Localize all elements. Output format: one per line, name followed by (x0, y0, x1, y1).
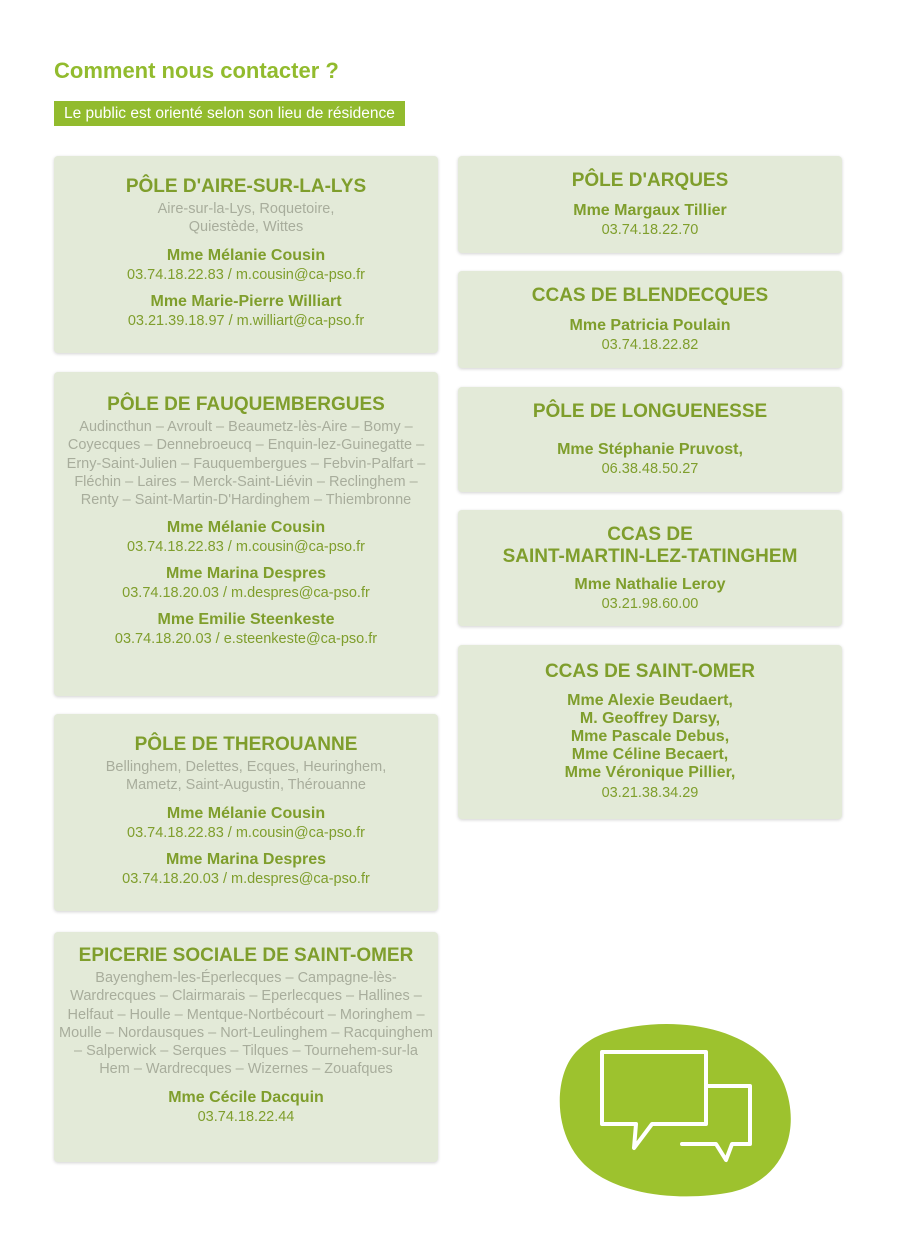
card-communes: Bayenghem-les-Éperlecques – Campagne-lès-Wardrecques – Clairmarais – Eperlecques – Hallines – Helfaut – Houlle – Mentque-Nortbécourt – Moringhem – Moulle – Nordausques – Nort-Leulinghem – Racquinghem – Salperwick – Serques – Tilques – Tournehem-sur-la Hem – Wardrecques – Wizernes – Zouafques (59, 970, 433, 1078)
contact-details: 03.74.18.22.83 / m.cousin@ca-pso.fr (127, 539, 365, 556)
contact-name: Mme Alexie Beudaert, (567, 692, 733, 709)
contact-name: Mme Patricia Poulain (569, 317, 731, 334)
contact-details: 03.74.18.20.03 / m.despres@ca-pso.fr (122, 870, 370, 887)
contact-block (62, 518, 430, 557)
card-communes: Aire-sur-la-Lys, Roquetoire, Quiestède, Wittes (157, 201, 335, 236)
card-pole-therouanne (54, 714, 438, 911)
card-pole-longuenesse (458, 387, 842, 492)
contact-name: Mme Marina Despres (165, 850, 327, 868)
contact-name: Mme Pascale Debus, (570, 728, 730, 745)
card-pole-arques (458, 156, 842, 253)
contact-name: Mme Nathalie Leroy (574, 576, 726, 593)
contact-block (62, 804, 430, 843)
contact-block (62, 610, 430, 649)
contact-name: Mme Cécile Dacquin (168, 1088, 324, 1106)
contact-details: 03.21.98.60.00 (601, 596, 699, 612)
contact-name: Mme Véronique Pillier, (564, 764, 736, 781)
contact-name: M. Geoffrey Darsy, (579, 710, 721, 727)
contact-block (58, 1088, 434, 1127)
contact-details: 03.74.18.22.83 / m.cousin@ca-pso.fr (127, 824, 365, 841)
card-title: CCAS DE BLENDECQUES (531, 285, 769, 306)
contact-details: 03.74.18.20.03 / m.despres@ca-pso.fr (122, 585, 370, 602)
contact-name: Mme Mélanie Cousin (166, 519, 326, 537)
contact-details: 03.21.39.18.97 / m.williart@ca-pso.fr (127, 312, 365, 329)
contact-block (466, 201, 834, 240)
contact-name: Mme Marie-Pierre Williart (150, 292, 342, 310)
contact-block (466, 575, 834, 614)
card-pole-fauquembergues (54, 372, 438, 696)
contact-name: Mme Margaux Tillier (573, 202, 727, 219)
card-communes: Audincthun – Avroult – Beaumetz-lès-Aire – Bomy – Coyecques – Dennebroeucq – Enquin-lez-Guinegatte – Erny-Saint-Julien – Fauquembergues – Febvin-Palfart – Fléchin – Laires – Merck-Saint-Liévin – Reclinghem – Renty – Saint-Martin-D'Hardinghem – Thiembronne (66, 419, 426, 509)
card-pole-aire-sur-la-lys (54, 156, 438, 353)
contact-details: 03.74.18.22.44 (197, 1108, 295, 1125)
card-title: CCAS DE SAINT-OMER (544, 661, 756, 682)
card-title-line-2: SAINT-MARTIN-LEZ-TATINGHEM (502, 546, 798, 567)
contact-names-list (466, 692, 834, 803)
contact-name: Mme Stéphanie Pruvost, (557, 441, 743, 458)
contact-block (62, 564, 430, 603)
page-subtitle-banner: Le public est orienté selon son lieu de résidence (54, 101, 405, 126)
contact-details: 03.74.18.22.70 (601, 222, 699, 238)
card-title: PÔLE D'ARQUES (571, 170, 729, 191)
card-title: PÔLE DE FAUQUEMBERGUES (107, 394, 385, 415)
card-ccas-saint-omer (458, 645, 842, 819)
card-epicerie-sociale-saint-omer (54, 932, 438, 1162)
contact-name: Mme Mélanie Cousin (166, 804, 326, 822)
card-title: PÔLE DE THEROUANNE (134, 734, 358, 755)
card-ccas-saint-martin-lez-tatinghem (458, 510, 842, 626)
speech-bubbles-icon (556, 1022, 796, 1198)
contact-name: Mme Mélanie Cousin (166, 246, 326, 264)
contact-block (466, 316, 834, 355)
contact-name: Mme Marina Despres (165, 565, 327, 583)
page-title: Comment nous contacter ? (54, 58, 339, 83)
contact-details: 06.38.48.50.27 (601, 461, 699, 477)
contact-details: 03.74.18.20.03 / e.steenkeste@ca-pso.fr (114, 631, 378, 648)
card-communes: Bellinghem, Delettes, Ecques, Heuringhem, Mametz, Saint-Augustin, Thérouanne (105, 759, 387, 794)
contact-block (62, 292, 430, 331)
card-title: EPICERIE SOCIALE DE SAINT-OMER (78, 945, 414, 966)
contact-details: 03.74.18.22.82 (601, 337, 699, 353)
card-ccas-blendecques (458, 271, 842, 368)
contact-details: 03.74.18.22.83 / m.cousin@ca-pso.fr (127, 266, 365, 283)
contact-block (62, 850, 430, 889)
card-title: PÔLE D'AIRE-SUR-LA-LYS (125, 176, 367, 197)
card-title: PÔLE DE LONGUENESSE (532, 401, 768, 422)
contact-block (466, 440, 834, 479)
card-title-line-1: CCAS DE (607, 524, 693, 545)
contact-block (62, 246, 430, 285)
contact-name: Mme Céline Becaert, (571, 746, 729, 763)
contact-name: Mme Emilie Steenkeste (157, 611, 335, 629)
contact-phone: 03.21.38.34.29 (601, 785, 699, 801)
